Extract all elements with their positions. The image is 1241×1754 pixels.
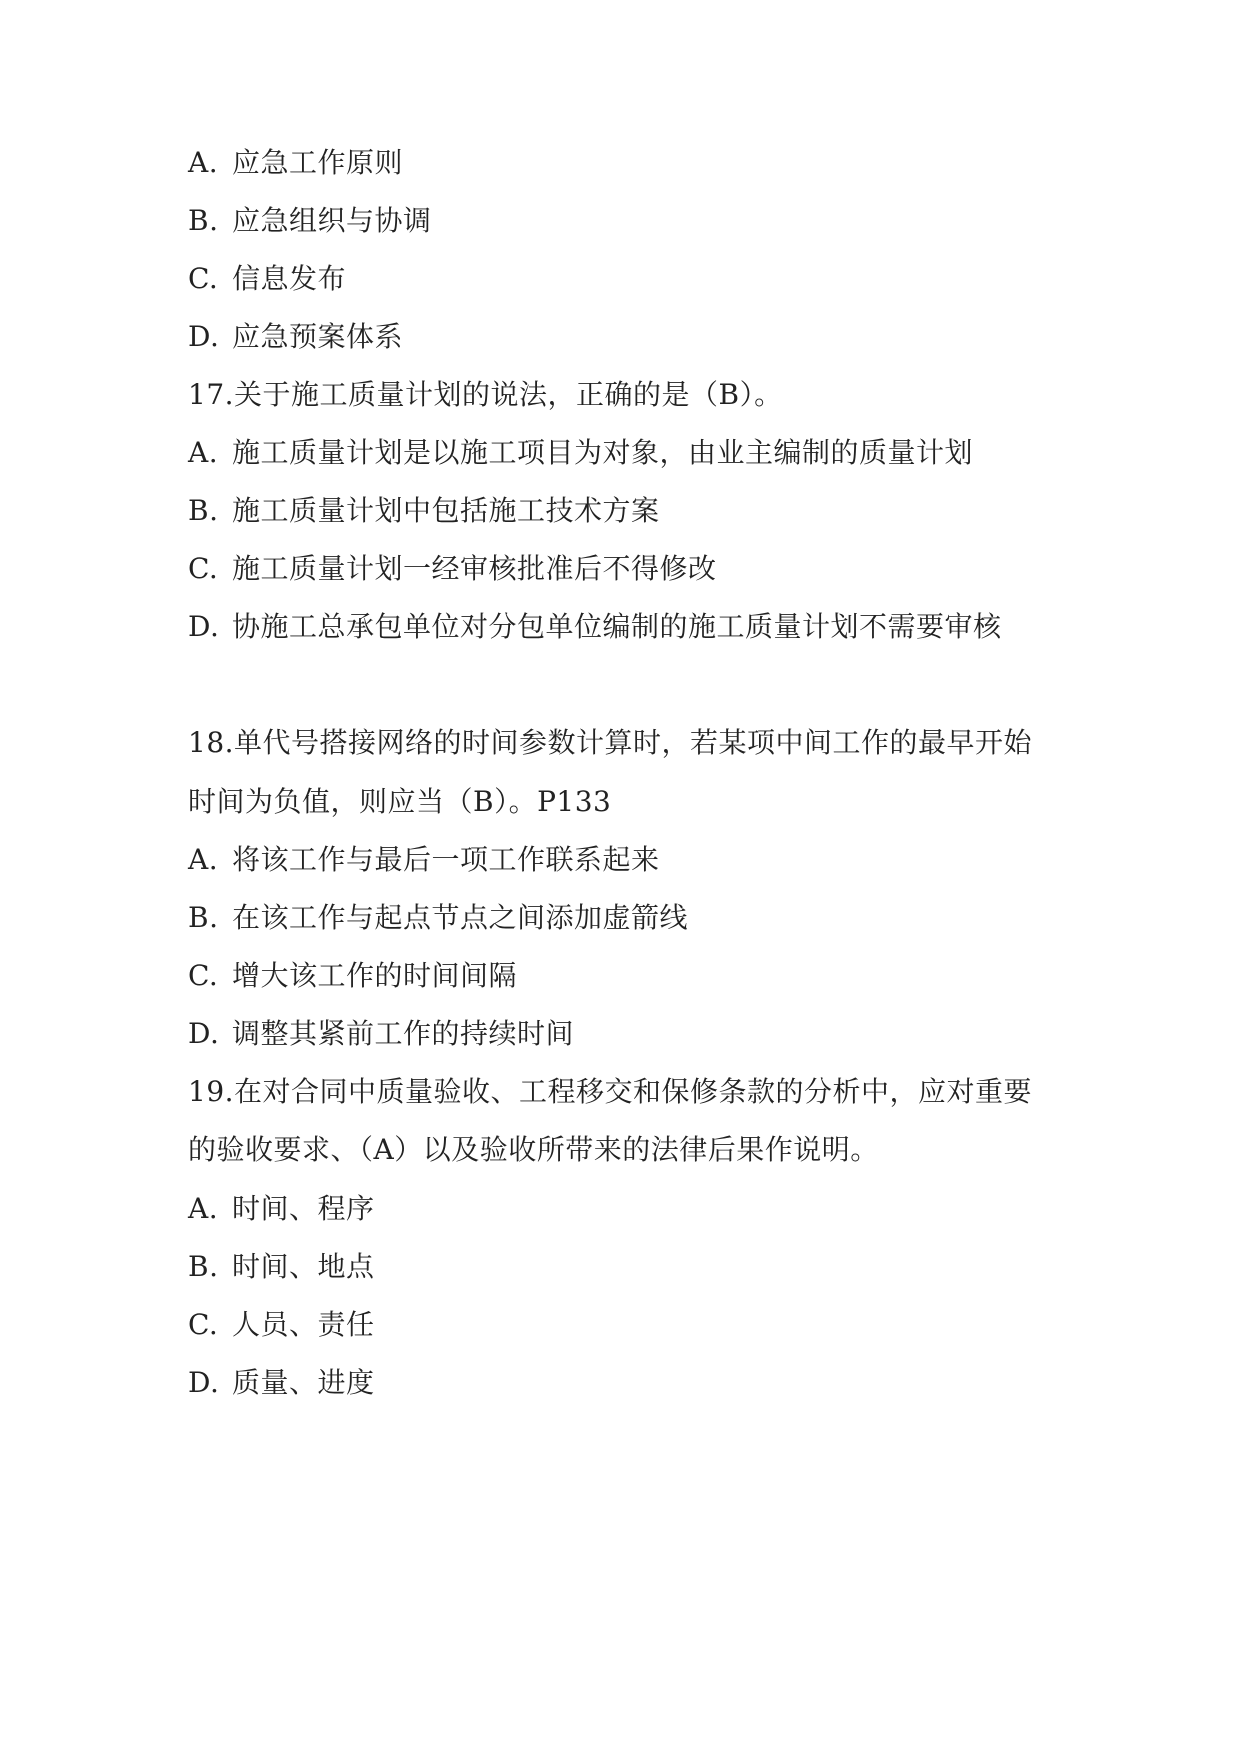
- q18-option-b: [188, 896, 1088, 940]
- q19-option-c: [188, 1303, 1088, 1347]
- option-text: 增大该工作的时间间隔: [232, 959, 518, 992]
- q19-stem-line-1: 19.在对合同中质量验收、工程移交和保修条款的分析中，应对重要: [188, 1075, 1033, 1108]
- option-text: 在该工作与起点节点之间添加虚箭线: [232, 901, 689, 934]
- q16-option-b: [188, 199, 1088, 243]
- q18-option-d: [188, 1012, 1088, 1056]
- option-letter: D.: [188, 1017, 220, 1050]
- option-text: 时间、地点: [232, 1250, 375, 1283]
- q18-stem-line-2: 时间为负值，则应当（B）。P133: [188, 785, 612, 818]
- option-text: 人员、责任: [232, 1308, 375, 1341]
- option-letter: B.: [188, 1250, 219, 1283]
- option-letter: A.: [188, 843, 219, 876]
- q19-stem-line-2: 的验收要求、（A）以及验收所带来的法律后果作说明。: [188, 1133, 879, 1166]
- option-letter: D.: [188, 1366, 220, 1399]
- q17-option-a: [188, 431, 1088, 475]
- option-text: 将该工作与最后一项工作联系起来: [232, 843, 660, 876]
- option-letter: B.: [188, 494, 219, 527]
- q17-option-c: [188, 547, 1088, 591]
- option-letter: B.: [188, 901, 219, 934]
- q17-option-b: [188, 489, 1088, 533]
- option-letter: D.: [188, 320, 220, 353]
- option-text: 时间、程序: [232, 1192, 375, 1225]
- option-letter: A.: [188, 1192, 219, 1225]
- option-letter: D.: [188, 610, 220, 643]
- option-text: 应急预案体系: [232, 320, 404, 353]
- option-letter: C.: [188, 552, 219, 585]
- option-text: 调整其紧前工作的持续时间: [232, 1017, 575, 1050]
- option-text: 施工质量计划一经审核批准后不得修改: [232, 552, 717, 585]
- option-letter: B.: [188, 204, 219, 237]
- q17-stem: 17.关于施工质量计划的说法，正确的是（B）。: [188, 378, 783, 411]
- option-text: 信息发布: [232, 262, 347, 295]
- option-text: 质量、进度: [232, 1366, 375, 1399]
- q16-option-d: [188, 315, 1088, 359]
- q19-option-b: [188, 1245, 1088, 1289]
- q18-option-a: [188, 838, 1088, 882]
- q18-option-c: [188, 954, 1088, 998]
- option-text: 应急工作原则: [232, 146, 404, 179]
- q16-option-c: [188, 257, 1088, 301]
- q16-option-a: [188, 141, 1088, 185]
- q19-option-d: [188, 1361, 1088, 1405]
- option-letter: C.: [188, 1308, 219, 1341]
- option-letter: A.: [188, 436, 219, 469]
- q18-stem-line-1: 18.单代号搭接网络的时间参数计算时，若某项中间工作的最早开始: [188, 726, 1033, 759]
- option-letter: C.: [188, 959, 219, 992]
- option-text: 施工质量计划中包括施工技术方案: [232, 494, 660, 527]
- q17-option-d: [188, 605, 1088, 649]
- option-text: 应急组织与协调: [232, 204, 432, 237]
- option-letter: C.: [188, 262, 219, 295]
- option-text: 协施工总承包单位对分包单位编制的施工质量计划不需要审核: [232, 610, 1002, 643]
- option-text: 施工质量计划是以施工项目为对象，由业主编制的质量计划: [232, 436, 974, 469]
- q19-option-a: [188, 1187, 1088, 1231]
- option-letter: A.: [188, 146, 219, 179]
